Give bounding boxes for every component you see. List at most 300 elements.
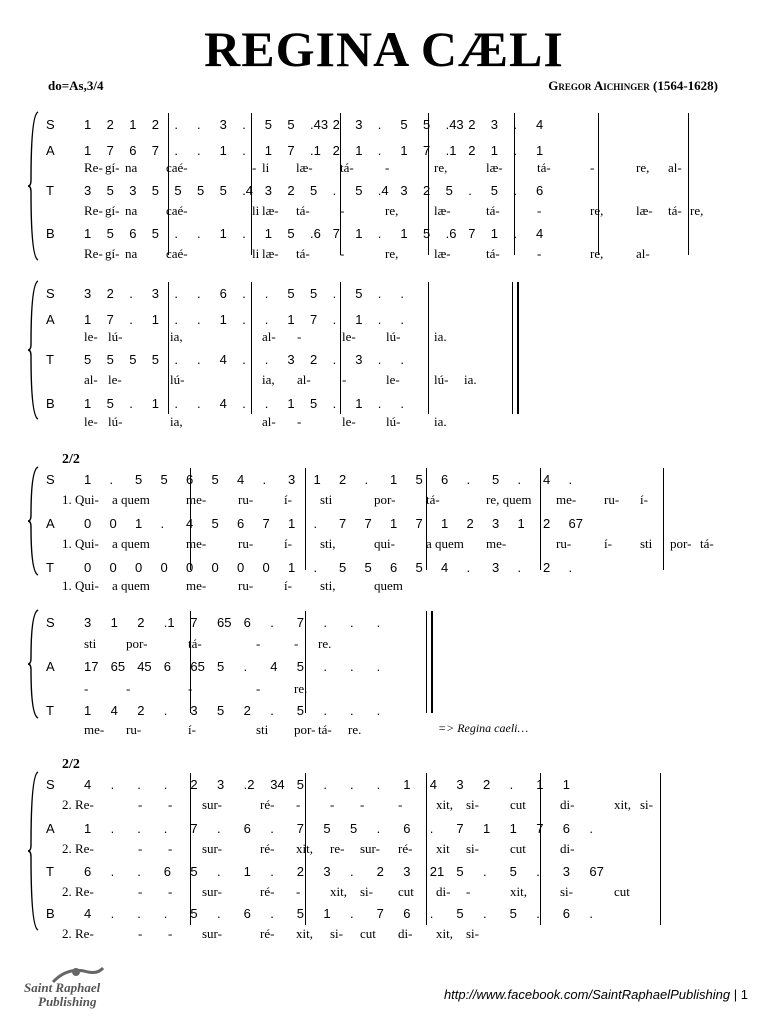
lyric-syllable: por- [294, 722, 316, 737]
note: . [174, 312, 179, 327]
lyric-syllable: 2. Re- [62, 797, 94, 812]
lyric-syllable: - [537, 246, 542, 261]
lyric-syllable: al- [262, 329, 276, 344]
note: . [270, 864, 274, 879]
lyric-syllable: í- [188, 722, 196, 737]
lyric-syllable: - [385, 160, 390, 175]
note: . [509, 777, 514, 792]
lyric-syllable: na [125, 160, 138, 175]
note: 7 [151, 143, 160, 158]
note: 1 [219, 143, 227, 158]
lyric-syllable: a quem [112, 578, 150, 593]
lyric-syllable: lú- [108, 329, 123, 344]
voice-notes-row [0, 516, 768, 534]
lyrics-row [0, 203, 768, 221]
voice-notes-row [0, 821, 768, 839]
lyric-syllable: - [84, 681, 89, 696]
lyric-syllable: cut [614, 884, 630, 899]
lyric-syllable: - [330, 797, 335, 812]
note: 7 [536, 821, 544, 836]
note: 7 [332, 226, 340, 241]
note: 2 [543, 560, 551, 575]
note: .1 [310, 143, 321, 158]
note: . [137, 864, 141, 879]
note: 67 [589, 864, 604, 879]
note: 1 [219, 312, 227, 327]
note: 5 [129, 352, 137, 367]
voice-label: S [46, 615, 55, 630]
note: . [376, 615, 381, 630]
note: . [429, 906, 434, 921]
note: 1 [84, 226, 92, 241]
note: 5 [106, 226, 114, 241]
note: 3 [129, 183, 137, 198]
lyric-syllable: cut [510, 841, 526, 856]
voice-notes-row [0, 777, 768, 795]
note: 21 [429, 864, 445, 879]
lyric-syllable: - [256, 636, 261, 651]
note: 5 [160, 472, 168, 487]
note: . [242, 226, 246, 241]
lyric-syllable: - [296, 797, 301, 812]
lyric-syllable: al- [262, 414, 276, 429]
note: 1 [135, 516, 143, 531]
note: 5 [456, 906, 464, 921]
note: 5 [339, 560, 347, 575]
lyric-syllable: caé- [166, 160, 188, 175]
note: 3 [84, 183, 92, 198]
lyric-syllable: læ- [296, 160, 313, 175]
lyrics-row [0, 797, 768, 815]
lyric-syllable: li [252, 246, 260, 261]
lyric-syllable: xit, [436, 926, 453, 941]
note: 5 [217, 703, 225, 718]
note: 2 [332, 117, 340, 132]
lyric-syllable: ré- [398, 841, 413, 856]
note: 4 [429, 777, 438, 792]
lyric-syllable: sti [256, 722, 269, 737]
note: . [568, 560, 573, 575]
note: 1 [400, 143, 408, 158]
note: .1 [445, 143, 457, 158]
note: .6 [445, 226, 457, 241]
note: . [129, 286, 133, 301]
lyric-syllable: ru- [238, 536, 254, 551]
note: . [137, 821, 141, 836]
note: . [242, 352, 246, 367]
note: . [400, 312, 405, 327]
note: . [197, 396, 201, 411]
note: . [313, 516, 318, 531]
lyric-syllable: í- [284, 492, 292, 507]
note: 6 [243, 906, 251, 921]
note: . [242, 312, 246, 327]
lyric-syllable: læ- [636, 203, 653, 218]
lyric-syllable: ia. [434, 329, 447, 344]
lyric-syllable: - [342, 372, 347, 387]
note: 5 [456, 864, 464, 879]
note: 5 [355, 183, 363, 198]
note: . [197, 117, 201, 132]
lyric-syllable: di- [398, 926, 413, 941]
note: 65 [217, 615, 232, 630]
note: 3 [355, 352, 363, 367]
note: . [376, 703, 381, 718]
lyric-syllable: ré- [260, 884, 275, 899]
note: 5 [310, 396, 318, 411]
lyric-syllable: di- [436, 884, 451, 899]
note: 1 [243, 864, 251, 879]
note: 6 [243, 821, 251, 836]
note: 5 [296, 906, 305, 921]
lyric-syllable: - [466, 884, 471, 899]
lyric-syllable: re, quem [486, 492, 532, 507]
lyric-syllable: al- [668, 160, 682, 175]
lyric-syllable: - [138, 841, 143, 856]
note: 7 [296, 821, 305, 836]
note: . [332, 286, 337, 301]
note: 5 [219, 183, 227, 198]
note: . [270, 906, 274, 921]
note: 1 [151, 396, 160, 411]
lyric-syllable: lú- [108, 414, 123, 429]
note: 4 [237, 472, 245, 487]
note: . [400, 396, 405, 411]
lyric-syllable: - [168, 841, 173, 856]
note: . [323, 659, 328, 674]
note: .4 [242, 183, 254, 198]
note: 6 [237, 516, 245, 531]
lyric-syllable: si- [466, 797, 479, 812]
lyric-syllable: di- [560, 797, 575, 812]
note: . [483, 906, 487, 921]
lyric-syllable: ré- [260, 841, 275, 856]
note: 6 [562, 906, 571, 921]
voice-label: B [46, 396, 55, 411]
lyric-syllable: sti [320, 492, 333, 507]
note: . [262, 472, 267, 487]
voice-label: A [46, 659, 55, 674]
lyric-syllable: si- [640, 797, 653, 812]
note: . [517, 472, 522, 487]
note: 1 [151, 312, 160, 327]
note: . [129, 396, 133, 411]
note: 2 [296, 864, 305, 879]
lyric-syllable: al- [636, 246, 650, 261]
lyric-syllable: ru- [556, 536, 572, 551]
note: 5 [509, 864, 517, 879]
note: . [197, 286, 201, 301]
note: 5 [174, 183, 182, 198]
note: 3 [403, 864, 411, 879]
note: 2 [190, 777, 198, 792]
note: . [536, 864, 540, 879]
note: . [217, 864, 221, 879]
note: 1 [288, 516, 296, 531]
note: 2 [287, 183, 295, 198]
lyric-syllable: re, [385, 203, 399, 218]
note: 7 [106, 312, 114, 327]
lyric-syllable: xit [436, 841, 450, 856]
lyric-syllable: cut [360, 926, 376, 941]
lyric-syllable: xit, [510, 884, 527, 899]
note: . [109, 472, 114, 487]
note: 5 [415, 560, 423, 575]
lyric-syllable: sti [84, 636, 97, 651]
lyric-syllable: ru- [126, 722, 142, 737]
note: 1 [84, 312, 92, 327]
note: . [323, 615, 328, 630]
note: . [377, 352, 382, 367]
lyric-syllable: gí- [105, 246, 120, 261]
note: 1 [562, 777, 571, 792]
voice-label: B [46, 226, 55, 241]
note: . [174, 396, 179, 411]
note: . [197, 226, 201, 241]
note: 3 [456, 777, 464, 792]
voice-label: S [46, 286, 55, 301]
note: . [377, 312, 382, 327]
lyric-syllable: re. [294, 681, 308, 696]
note: 4 [219, 396, 227, 411]
note: . [110, 777, 115, 792]
note: . [197, 312, 201, 327]
footer-link[interactable]: http://www.facebook.com/SaintRaphaelPublishing [443, 987, 731, 1002]
note: 1 [403, 777, 411, 792]
note: . [174, 226, 179, 241]
note: 3 [217, 777, 225, 792]
note: 7 [468, 226, 476, 241]
note: 0 [135, 560, 143, 575]
lyric-syllable: me- [186, 536, 207, 551]
note: . [377, 396, 382, 411]
lyric-syllable: - [256, 681, 261, 696]
note: 1 [355, 312, 363, 327]
note: . [350, 777, 354, 792]
note: . [174, 117, 179, 132]
note: 0 [109, 560, 117, 575]
lyric-syllable: - [297, 414, 302, 429]
note: . [137, 777, 141, 792]
lyric-syllable: sti, [320, 536, 336, 551]
note: 1 [441, 516, 449, 531]
lyric-syllable: li [262, 160, 270, 175]
note: . [332, 352, 337, 367]
note: 5 [287, 286, 295, 301]
note: . [197, 352, 201, 367]
lyric-syllable: caé- [166, 203, 188, 218]
lyric-syllable: si- [560, 884, 573, 899]
note: 0 [84, 560, 92, 575]
note: 7 [339, 516, 347, 531]
lyric-syllable: 2. Re- [62, 926, 94, 941]
lyric-syllable: si- [466, 926, 479, 941]
note: 2 [243, 703, 251, 718]
lyric-syllable: sur- [202, 884, 222, 899]
lyric-syllable: í- [284, 578, 292, 593]
note: 5 [135, 472, 143, 487]
lyric-syllable: cut [510, 797, 526, 812]
lyric-syllable: me- [84, 722, 105, 737]
note: 3 [190, 703, 198, 718]
lyric-syllable: lú- [386, 414, 401, 429]
lyric-syllable: a quem [112, 536, 150, 551]
lyric-syllable: sur- [202, 797, 222, 812]
note: 7 [106, 143, 114, 158]
note: . [264, 352, 269, 367]
lyric-syllable: í- [640, 492, 648, 507]
note: 5 [400, 117, 408, 132]
lyric-syllable: - [252, 160, 257, 175]
note: 5 [151, 226, 160, 241]
note: . [313, 560, 318, 575]
lyric-syllable: le- [342, 414, 356, 429]
note: 45 [137, 659, 152, 674]
voice-label: T [46, 864, 54, 879]
lyric-syllable: ru- [238, 578, 254, 593]
note: . [264, 396, 269, 411]
note: . [323, 703, 328, 718]
note: .1 [163, 615, 175, 630]
note: 1 [287, 396, 295, 411]
lyric-syllable: ru- [238, 492, 254, 507]
note: 3 [492, 516, 500, 531]
note: 5 [106, 352, 114, 367]
voice-notes-row [0, 143, 768, 161]
note: . [332, 396, 337, 411]
note: 4 [186, 516, 194, 531]
note: . [270, 821, 274, 836]
note: 1 [219, 226, 227, 241]
note: 4 [536, 226, 544, 241]
voice-notes-row [0, 396, 768, 414]
note: 6 [129, 143, 137, 158]
note: 1 [84, 117, 92, 132]
note: 6 [243, 615, 251, 630]
lyric-syllable: - [297, 329, 302, 344]
lyric-syllable: re, [690, 203, 704, 218]
note: . [517, 560, 522, 575]
page-title: REGINA CÆLI [204, 21, 564, 77]
note: . [589, 821, 594, 836]
note: 0 [237, 560, 245, 575]
lyric-syllable: - [296, 884, 301, 899]
lyric-syllable: lú- [170, 372, 185, 387]
lyric-syllable: - [398, 797, 403, 812]
lyric-syllable: tá- [318, 722, 332, 737]
note: . [163, 906, 168, 921]
note: 5 [106, 396, 114, 411]
lyrics-row [0, 492, 768, 510]
lyric-syllable: re, [385, 246, 399, 261]
voice-notes-row [0, 117, 768, 135]
note: . [513, 143, 518, 158]
note: 5 [287, 226, 295, 241]
lyric-syllable: re, [636, 160, 650, 175]
note: 5 [296, 703, 305, 718]
note: 0 [211, 560, 219, 575]
lyric-syllable: re, [590, 203, 604, 218]
lyric-syllable: ia, [170, 329, 183, 344]
lyric-syllable: ré- [260, 926, 275, 941]
note: 2 [106, 117, 114, 132]
note: 7 [364, 516, 372, 531]
note: . [513, 117, 518, 132]
lyric-syllable: xit, [296, 926, 313, 941]
lyric-syllable: ia, [262, 372, 275, 387]
note: 1 [400, 226, 408, 241]
lyric-syllable: al- [84, 372, 98, 387]
note: 5 [190, 864, 198, 879]
note: 0 [109, 516, 117, 531]
note: . [466, 560, 471, 575]
note: 2 [466, 516, 474, 531]
time-signature: 2/2 [62, 452, 80, 467]
voice-label: S [46, 117, 55, 132]
note: 2 [106, 286, 114, 301]
lyric-syllable: ré- [260, 797, 275, 812]
lyric-syllable: sur- [360, 841, 380, 856]
lyric-syllable: le- [84, 414, 98, 429]
note: . [377, 117, 382, 132]
voice-label: T [46, 560, 54, 575]
lyric-syllable: sti, [320, 578, 336, 593]
lyric-syllable: tá- [486, 246, 500, 261]
voice-label: A [46, 143, 55, 158]
note: . [242, 117, 246, 132]
lyric-syllable: gí- [105, 160, 120, 175]
lyric-syllable: lú- [434, 372, 449, 387]
note: 67 [568, 516, 583, 531]
note: 5 [310, 286, 318, 301]
note: 5 [445, 183, 453, 198]
note: 5 [197, 183, 205, 198]
lyric-syllable: a quem [112, 492, 150, 507]
note: 4 [441, 560, 449, 575]
lyric-syllable: 1. Qui- [62, 492, 99, 507]
note: 5 [423, 226, 431, 241]
note: . [264, 286, 269, 301]
note: 6 [390, 560, 398, 575]
lyric-syllable: gí- [105, 203, 120, 218]
note: 65 [190, 659, 205, 674]
note: 2 [376, 864, 384, 879]
lyric-syllable: - [537, 203, 542, 218]
note: 5 [211, 472, 219, 487]
composer: Gregor Aichinger (1564-1628) [548, 78, 718, 93]
voice-label: S [46, 472, 55, 487]
voice-notes-row [0, 615, 768, 633]
note: 6 [219, 286, 227, 301]
note: . [468, 183, 472, 198]
note: 1 [129, 117, 137, 132]
note: 2 [332, 143, 340, 158]
voice-label: T [46, 183, 54, 198]
lyric-syllable: - [340, 246, 345, 261]
lyric-syllable: ia. [434, 414, 447, 429]
lyric-syllable: qui- [374, 536, 395, 551]
lyric-syllable: xit, [614, 797, 631, 812]
lyric-syllable: tá- [537, 160, 551, 175]
voice-notes-row [0, 659, 768, 677]
lyric-syllable: le- [386, 372, 400, 387]
note: 5 [296, 659, 305, 674]
logo-text-line1: Saint Raphael [24, 980, 101, 995]
voice-notes-row [0, 226, 768, 244]
note: . [217, 821, 221, 836]
note: 1 [483, 821, 491, 836]
note: 3 [288, 472, 296, 487]
